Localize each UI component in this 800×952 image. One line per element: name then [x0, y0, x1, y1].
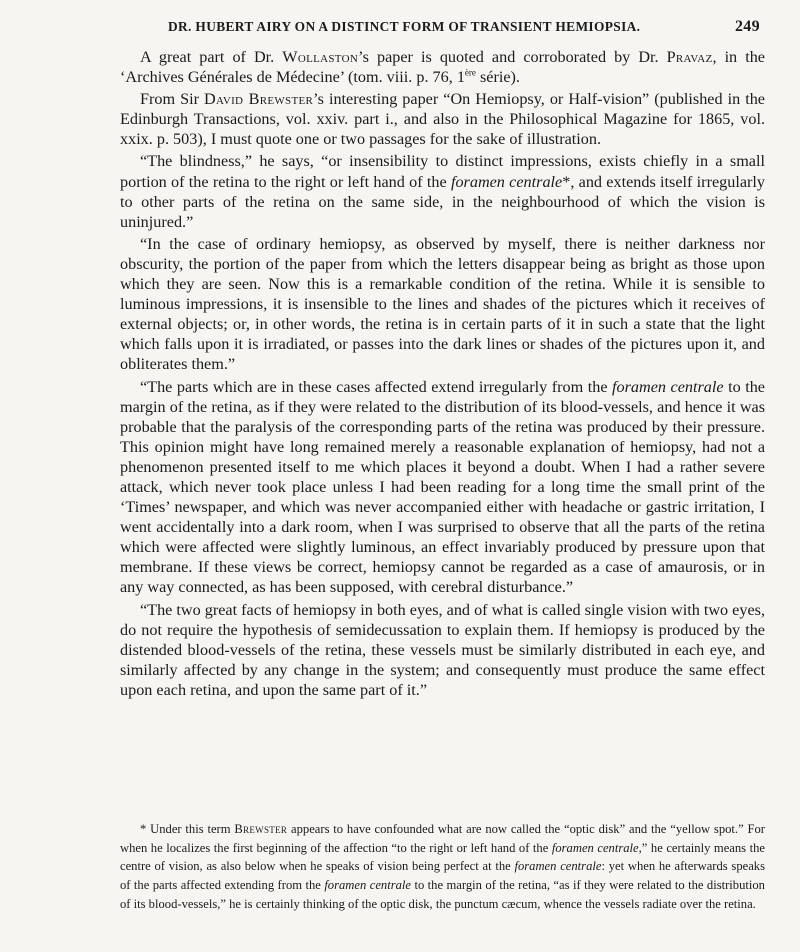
running-header — [168, 18, 760, 38]
superscript: ère — [464, 67, 476, 78]
footnote-text — [120, 820, 765, 914]
footnote — [120, 820, 765, 914]
paragraph-4: “In the case of ordinary hemiopsy, as observed by myself, there is neither darkness nor obscurity, the portion of the paper from which the letters disappear being as bright as those upon which they are seen. Now this is a remarkable condition of the retina. While it is sensible to luminous impressions, it is insensible to the lines and shades of the pictures which it receives of external objects; or, in other words, the retina is in certain parts of it in such a state that the light which falls upon it is irradiated, or passes into the dark lines or shades of the pictures upon it, and obliterates them.” — [120, 234, 765, 374]
text-run: ,” he certainly means the centre of vision, as also below when he speaks of vision being perfect at the — [120, 840, 765, 874]
text-run: A great part of Dr. — [140, 48, 283, 66]
header-title: DR. HUBERT AIRY ON A DISTINCT FORM OF TRANSIENT HEMIOPSIA. — [168, 19, 641, 34]
italic-term: foramen centrale — [612, 377, 724, 396]
author-name-wollaston: Wollaston — [282, 48, 359, 66]
text-run: * Under this term — [140, 822, 235, 836]
text-run: ’s interesting paper “On Hemiopsy, or Half-vision” (published in the Edinburgh Transactions, vol. xxiv. part i., and also in the Philosophical Magazine for 1865, vol. xxix. p. 503), I must quote one or two passages for the sake of illustration. — [120, 90, 765, 149]
text-run: : yet when he afterwards speaks of the parts affected extending from the — [120, 859, 765, 893]
italic-term: foramen centrale — [324, 878, 411, 893]
paragraph-1 — [120, 47, 765, 87]
page-number: 249 — [734, 18, 760, 35]
italic-term: foramen centrale — [514, 859, 602, 874]
text-run: , in the ‘Archives Générales de Médecine’ (tom. viii. p. 76, 1 — [120, 48, 765, 87]
text-run: série). — [475, 68, 520, 87]
paragraph-3 — [120, 151, 765, 231]
text-run: ’s paper is quoted and corroborated by Dr. — [358, 48, 667, 66]
text-run: to the margin of the retina, “as if they were related to the distribution of its blood-vessels,” he is certainly thinking of the optic disk, the punctum cæcum, whence the vessels radiate over the retina. — [120, 878, 765, 911]
text-run: “The blindness,” he says, “or insensibility to distinct impressions, exists chiefly in a small portion of the retina to the right or left hand of the — [120, 152, 765, 191]
author-name-brewster: David Brewster — [204, 90, 314, 109]
author-name-pravaz: Pravaz — [666, 48, 713, 66]
text-run: appears to have confounded what are now called the “optic disk” and the “yellow spot.” For when he localizes the first beginning of the affection “to the right or left hand of the — [120, 822, 765, 855]
italic-term: foramen centrale — [450, 172, 563, 191]
text-run: to the margin of the retina, as if they were related to the distribution of its blood-vessels, and hence it was probable that the paralysis of the corresponding parts of the retina was produced by their pressure. This opinion might have long remained merely a reasonable explanation of hemiopsy, had not a phenomenon presented itself to me which places it beyond a doubt. When I had a rather severe attack, which never took place unless I had been reading for a long time the small print of the ‘Times’ newspaper, and which was never accompanied either with headache or gastric irritation, I went accidentally into a dark room, when I was surprised to observe that all the parts of the retina which were affected were slightly luminous, an effect invariably produced by pressure upon that membrane. If these views be correct, hemiopsy cannot be regarded as a case of amaurosis, or in any way connected, as has been supposed, with cerebral disturbance.” — [120, 377, 765, 597]
paragraph-6: “The two great facts of hemiopsy in both eyes, and of what is called single vision with two eyes, do not require the hypothesis of semidecussation to explain them. If hemiopsy is produced by the distended blood-vessels of the retina, these vessels must be similarly distributed in each eye, and similarly affected by any change in the system; and consequently must produce the same effect upon each retina, and upon the same part of it.” — [120, 600, 765, 699]
text-run: From Sir — [140, 90, 205, 109]
body-text — [120, 47, 765, 705]
paragraph-5 — [120, 377, 765, 598]
text-run: *, and extends itself irregularly to other parts of the retina on the same side, in the neighbourhood of which the vision is uninjured.” — [120, 172, 765, 231]
paragraph-2 — [120, 89, 765, 149]
italic-term: foramen centrale — [551, 840, 639, 855]
text-run: “The parts which are in these cases affected extend irregularly from the — [140, 377, 613, 396]
footnote-author-name: Brewster — [234, 822, 288, 836]
